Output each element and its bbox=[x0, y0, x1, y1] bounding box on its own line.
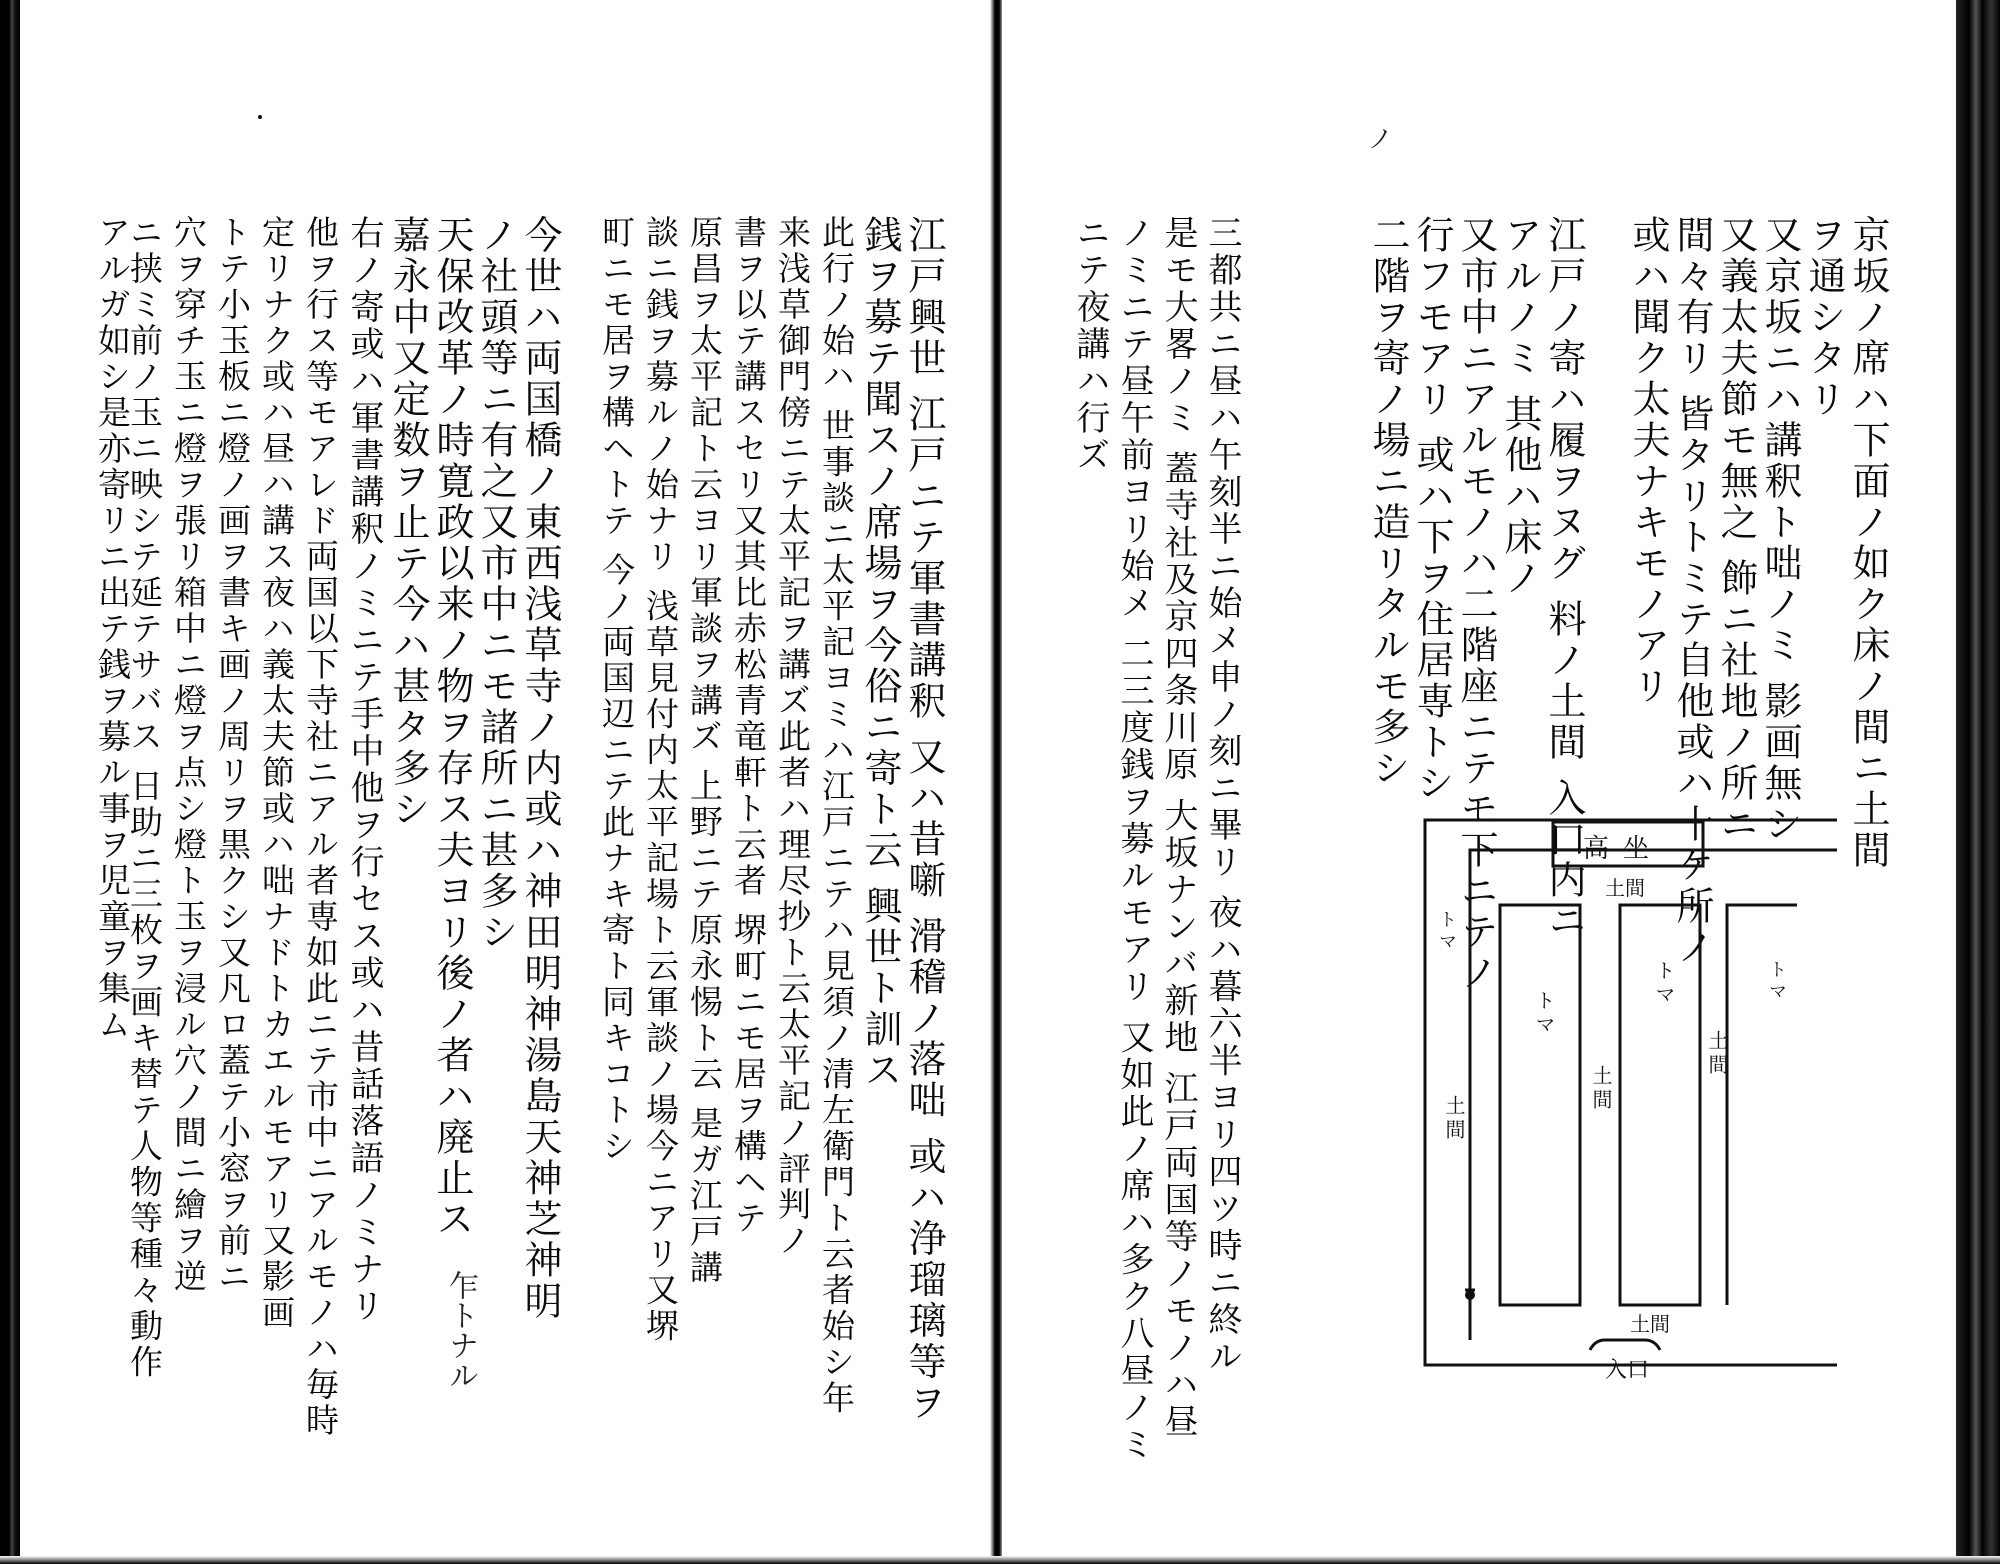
text-column: ノミニテ昼午前ヨリ始メ 二三度銭ヲ募ルモアリ 又如此ノ席ハ多ク八昼ノミ bbox=[1114, 215, 1154, 1464]
entrance-step bbox=[1590, 1340, 1660, 1350]
text-column: 又市中ニアルモノハ二階座ニテモ下ニテノ bbox=[1454, 215, 1498, 994]
text-column: 銭ヲ募テ聞スノ席場ヲ今俗ニ寄ト云 興世ト訓ス bbox=[858, 215, 902, 1092]
book-edge-bottom bbox=[0, 1556, 2000, 1564]
text-column: 京坂ノ席ハ下面ノ如ク床ノ間ニ土間 bbox=[1846, 215, 1890, 871]
text-column: 談ニ銭ヲ募ルノ始ナリ 浅草見付内太平記場ト云軍談ノ場今ニアリ又堺 bbox=[641, 215, 680, 1345]
text-column: 定リナク或ハ昼ハ講ス夜ハ義太夫節或ハ咄ナドトカエルモアリ又影画 bbox=[257, 215, 296, 1331]
book-edge-left bbox=[0, 0, 20, 1564]
inner-wall bbox=[1470, 850, 1837, 1340]
text-column: 書ヲ以テ講スセリ又其比赤松青竜軒ト云者 堺町ニモ居ヲ構ヘテ bbox=[729, 215, 768, 1237]
text-column: 嘉永中又定数ヲ止テ今ハ甚タ多シ bbox=[386, 215, 430, 830]
kouza-label: 高坐 bbox=[1583, 834, 1664, 864]
text-column: 今世ハ両国橋ノ東西浅草寺ノ内或ハ神田明神湯島天神芝神明 bbox=[518, 215, 562, 1322]
outer-wall bbox=[1425, 820, 1837, 1365]
text-column: 穴ヲ穿チ玉ニ燈ヲ張リ箱中ニ燈ヲ点シ燈ト玉ヲ浸ル穴ノ間ニ繪ヲ逆 bbox=[169, 215, 208, 1295]
text-column: 二階ヲ寄ノ場ニ造リタルモ多シ bbox=[1366, 215, 1410, 789]
signature-mark: 乍トナル bbox=[443, 1270, 478, 1390]
text-column: 又義太夫節モ無之 飾ニ社地ノ所ニ bbox=[1714, 215, 1758, 846]
text-column: 江戸興世 江戸ニテ軍書講釈 又ハ昔噺 滑稽ノ落咄 或ハ浄瑠璃等ヲ bbox=[902, 215, 946, 1424]
text-column: 町ニモ居ヲ構ヘトテ 今ノ両国辺ニテ此ナキ寄ト同キコトシ bbox=[597, 215, 636, 1165]
yose-floor-plan-diagram bbox=[1405, 810, 1845, 1390]
text-column: 此行ノ始ハ 世事談ニ太平記ヨミハ江戸ニテハ見須ノ清左衛門ト云者始シ年 bbox=[817, 215, 856, 1417]
text-column: 他ヲ行ス等モアレド両国以下寺社ニアル者専如此ニテ市中ニアルモノハ毎時 bbox=[301, 215, 340, 1439]
doma-label-left: 土間 bbox=[1442, 1095, 1466, 1143]
toko-section-a bbox=[1500, 905, 1580, 1305]
text-column: ノ社頭等ニ有之又市中ニモ諸所ニ甚多シ bbox=[474, 215, 518, 953]
text-column: 原昌ヲ太平記ト云ヨリ軍談ヲ講ズ 上野ニテ原永惕ト云 是ガ江戸講 bbox=[685, 215, 724, 1286]
text-column: ニ挟ミ前ノ玉ニ映シテ延テサバス 日助ニ三枚ヲ画キ替テ人物等種々動作 bbox=[125, 215, 164, 1381]
toko-label-b: トマ bbox=[1652, 960, 1676, 1008]
doma-label-right: 土間 bbox=[1705, 1030, 1729, 1078]
text-column: 天保改革ノ時寛政以来ノ物ヲ存ス夫ヨリ後ノ者ハ廃止ス bbox=[430, 215, 474, 1240]
text-column: アルガ如シ是亦寄リニ出テ銭ヲ募ル事ヲ児童ヲ集ム bbox=[93, 215, 132, 1043]
text-column: 又京坂ニハ講釈ト咄ノミ 影画無シ bbox=[1758, 215, 1802, 846]
page-mark: ノ bbox=[1363, 125, 1393, 151]
toko-label-a: トマ bbox=[1532, 990, 1556, 1038]
text-column: 行フモアリ 或ハ下ヲ住居専トシ bbox=[1410, 215, 1454, 805]
toko-label-right: トマ bbox=[1766, 960, 1787, 1004]
text-column: 三都共ニ昼ハ午刻半ニ始メ申ノ刻ニ畢リ 夜ハ暮六半ヨリ四ツ時ニ終ル bbox=[1202, 215, 1242, 1376]
text-column: ニテ夜講ハ行ズ bbox=[1070, 215, 1110, 474]
doma-label-top: 土間 bbox=[1605, 876, 1645, 900]
toko-label-left: トマ bbox=[1436, 910, 1457, 954]
doma-label-mid: 土間 bbox=[1589, 1065, 1613, 1113]
text-column: トテ小玉板ニ燈ノ画ヲ書キ画ノ周リヲ黒クシ又凡ロ蓋テ小窓ヲ前ニ bbox=[213, 215, 252, 1295]
text-column: 江戸ノ寄ハ履ヲヌグ 料ノ土間 入口内ニ bbox=[1542, 215, 1586, 943]
entrance-label: 入口 bbox=[1605, 1358, 1650, 1383]
text-column: ヲ通シタリ bbox=[1802, 215, 1846, 420]
text-column: 是モ大畧ノミ 蓋寺社及京四条川原 大坂ナンバ新地 江戸両国等ノモノハ昼 bbox=[1158, 215, 1198, 1441]
wall-post bbox=[1465, 1290, 1475, 1300]
ink-speck bbox=[258, 115, 262, 119]
text-column: 間々有リ 皆タリトミテ自他或ハ十ケ所ノ bbox=[1670, 215, 1714, 969]
text-column: 右ノ寄或ハ軍書講釈ノミニテ手中他ヲ行セス或ハ昔話落語ノミナリ bbox=[344, 215, 384, 1325]
text-column: 来浅草御門傍ニテ太平記ヲ講ズ此者ハ理尽抄ト云太平記ノ評判ノ bbox=[773, 215, 812, 1259]
text-column: 或ハ聞ク太夫ナキモノアリ bbox=[1626, 215, 1670, 707]
doma-label-bottom: 土間 bbox=[1630, 1312, 1670, 1336]
book-edge-right bbox=[1956, 0, 2000, 1564]
text-column: アルノミ 其他ハ床ノ bbox=[1498, 215, 1542, 600]
